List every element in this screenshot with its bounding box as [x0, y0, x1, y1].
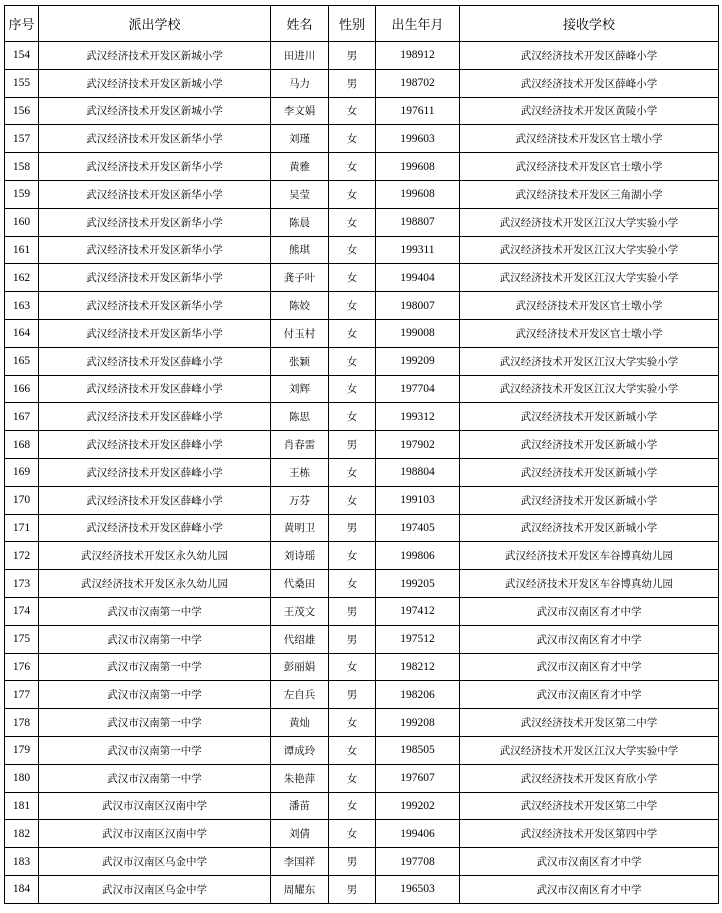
- cell-birth-month: 197611: [376, 97, 460, 125]
- cell-name: 周耀东: [271, 875, 329, 903]
- transfer-table: [4, 5, 719, 904]
- cell-sending-school: 武汉经济技术开发区永久幼儿园: [39, 570, 271, 598]
- cell-name: 马力: [271, 69, 329, 97]
- cell-birth-month: 198912: [376, 42, 460, 70]
- header-name: 姓名: [271, 6, 329, 42]
- header-row: [5, 6, 719, 42]
- cell-index: 160: [5, 208, 39, 236]
- cell-index: 162: [5, 264, 39, 292]
- cell-birth-month: 199208: [376, 709, 460, 737]
- cell-sending-school: 武汉市汉南区汉南中学: [39, 792, 271, 820]
- cell-sending-school: 武汉经济技术开发区新华小学: [39, 319, 271, 347]
- table-row: [5, 764, 719, 792]
- cell-sending-school: 武汉市汉南第一中学: [39, 653, 271, 681]
- table-row: [5, 292, 719, 320]
- cell-sending-school: 武汉经济技术开发区薛峰小学: [39, 347, 271, 375]
- table-row: [5, 319, 719, 347]
- cell-birth-month: 197405: [376, 514, 460, 542]
- header-sending-school: 派出学校: [39, 6, 271, 42]
- table-row: [5, 125, 719, 153]
- cell-gender: 女: [329, 792, 376, 820]
- cell-receiving-school: 武汉经济技术开发区江汉大学实验小学: [460, 375, 719, 403]
- header-receiving-school: 接收学校: [460, 6, 719, 42]
- cell-index: 159: [5, 180, 39, 208]
- cell-index: 168: [5, 431, 39, 459]
- cell-birth-month: 199008: [376, 319, 460, 347]
- cell-sending-school: 武汉经济技术开发区新华小学: [39, 153, 271, 181]
- cell-sending-school: 武汉市汉南第一中学: [39, 625, 271, 653]
- header-gender: 性别: [329, 6, 376, 42]
- cell-gender: 女: [329, 820, 376, 848]
- cell-name: 李国祥: [271, 848, 329, 876]
- cell-birth-month: 198702: [376, 69, 460, 97]
- table-row: [5, 431, 719, 459]
- cell-birth-month: 198804: [376, 458, 460, 486]
- cell-name: 代桑田: [271, 570, 329, 598]
- cell-index: 179: [5, 736, 39, 764]
- cell-gender: 女: [329, 180, 376, 208]
- cell-receiving-school: 武汉经济技术开发区新城小学: [460, 458, 719, 486]
- cell-index: 156: [5, 97, 39, 125]
- table-row: [5, 681, 719, 709]
- table-row: [5, 875, 719, 903]
- cell-receiving-school: 武汉经济技术开发区新城小学: [460, 486, 719, 514]
- cell-index: 174: [5, 597, 39, 625]
- cell-name: 龚子叶: [271, 264, 329, 292]
- cell-name: 田进川: [271, 42, 329, 70]
- table-row: [5, 97, 719, 125]
- cell-index: 163: [5, 292, 39, 320]
- cell-receiving-school: 武汉经济技术开发区江汉大学实验小学: [460, 208, 719, 236]
- cell-gender: 女: [329, 403, 376, 431]
- cell-index: 154: [5, 42, 39, 70]
- cell-sending-school: 武汉经济技术开发区新城小学: [39, 42, 271, 70]
- cell-gender: 男: [329, 514, 376, 542]
- cell-sending-school: 武汉市汉南第一中学: [39, 681, 271, 709]
- cell-index: 155: [5, 69, 39, 97]
- cell-sending-school: 武汉经济技术开发区薛峰小学: [39, 403, 271, 431]
- cell-receiving-school: 武汉市汉南区育才中学: [460, 653, 719, 681]
- cell-name: 谭成玲: [271, 736, 329, 764]
- cell-sending-school: 武汉经济技术开发区薛峰小学: [39, 431, 271, 459]
- table-row: [5, 792, 719, 820]
- cell-birth-month: 197704: [376, 375, 460, 403]
- table-row: [5, 208, 719, 236]
- cell-gender: 男: [329, 848, 376, 876]
- cell-name: 熊琪: [271, 236, 329, 264]
- cell-receiving-school: 武汉经济技术开发区育欣小学: [460, 764, 719, 792]
- cell-index: 182: [5, 820, 39, 848]
- table-row: [5, 570, 719, 598]
- cell-gender: 女: [329, 97, 376, 125]
- cell-index: 177: [5, 681, 39, 709]
- cell-gender: 男: [329, 69, 376, 97]
- cell-gender: 女: [329, 153, 376, 181]
- cell-sending-school: 武汉市汉南第一中学: [39, 709, 271, 737]
- cell-birth-month: 196503: [376, 875, 460, 903]
- cell-gender: 女: [329, 292, 376, 320]
- cell-receiving-school: 武汉经济技术开发区江汉大学实验小学: [460, 264, 719, 292]
- cell-index: 178: [5, 709, 39, 737]
- cell-birth-month: 199608: [376, 153, 460, 181]
- cell-index: 166: [5, 375, 39, 403]
- cell-name: 王栋: [271, 458, 329, 486]
- cell-receiving-school: 武汉经济技术开发区新城小学: [460, 514, 719, 542]
- cell-gender: 女: [329, 264, 376, 292]
- cell-gender: 男: [329, 42, 376, 70]
- cell-receiving-school: 武汉经济技术开发区江汉大学实验小学: [460, 347, 719, 375]
- cell-gender: 男: [329, 625, 376, 653]
- cell-sending-school: 武汉经济技术开发区新华小学: [39, 264, 271, 292]
- cell-sending-school: 武汉经济技术开发区新城小学: [39, 97, 271, 125]
- cell-birth-month: 199608: [376, 180, 460, 208]
- cell-receiving-school: 武汉市汉南区育才中学: [460, 875, 719, 903]
- cell-name: 朱艳萍: [271, 764, 329, 792]
- header-birth-month: 出生年月: [376, 6, 460, 42]
- cell-sending-school: 武汉市汉南区乌金中学: [39, 848, 271, 876]
- cell-sending-school: 武汉市汉南第一中学: [39, 736, 271, 764]
- cell-index: 175: [5, 625, 39, 653]
- table-row: [5, 69, 719, 97]
- cell-receiving-school: 武汉经济技术开发区第二中学: [460, 792, 719, 820]
- table-row: [5, 820, 719, 848]
- cell-name: 刘倩: [271, 820, 329, 848]
- cell-gender: 女: [329, 542, 376, 570]
- cell-name: 付玉村: [271, 319, 329, 347]
- cell-gender: 男: [329, 597, 376, 625]
- cell-sending-school: 武汉经济技术开发区永久幼儿园: [39, 542, 271, 570]
- cell-sending-school: 武汉市汉南第一中学: [39, 764, 271, 792]
- cell-birth-month: 199311: [376, 236, 460, 264]
- cell-receiving-school: 武汉经济技术开发区官士墩小学: [460, 292, 719, 320]
- table-row: [5, 458, 719, 486]
- cell-gender: 女: [329, 236, 376, 264]
- cell-index: 184: [5, 875, 39, 903]
- cell-receiving-school: 武汉经济技术开发区官士墩小学: [460, 125, 719, 153]
- cell-receiving-school: 武汉经济技术开发区新城小学: [460, 431, 719, 459]
- cell-receiving-school: 武汉经济技术开发区三角湖小学: [460, 180, 719, 208]
- cell-index: 157: [5, 125, 39, 153]
- table-row: [5, 514, 719, 542]
- cell-index: 158: [5, 153, 39, 181]
- cell-sending-school: 武汉市汉南第一中学: [39, 597, 271, 625]
- cell-receiving-school: 武汉市汉南区育才中学: [460, 625, 719, 653]
- cell-receiving-school: 武汉经济技术开发区薛峰小学: [460, 69, 719, 97]
- table-row: [5, 180, 719, 208]
- cell-index: 171: [5, 514, 39, 542]
- cell-index: 164: [5, 319, 39, 347]
- cell-index: 169: [5, 458, 39, 486]
- cell-receiving-school: 武汉经济技术开发区新城小学: [460, 403, 719, 431]
- cell-name: 陈晨: [271, 208, 329, 236]
- cell-birth-month: 198206: [376, 681, 460, 709]
- table-row: [5, 709, 719, 737]
- cell-birth-month: 197607: [376, 764, 460, 792]
- table-row: [5, 848, 719, 876]
- cell-gender: 女: [329, 375, 376, 403]
- cell-birth-month: 199603: [376, 125, 460, 153]
- cell-birth-month: 199205: [376, 570, 460, 598]
- cell-name: 黄灿: [271, 709, 329, 737]
- cell-gender: 女: [329, 764, 376, 792]
- cell-birth-month: 198212: [376, 653, 460, 681]
- cell-index: 170: [5, 486, 39, 514]
- cell-birth-month: 197708: [376, 848, 460, 876]
- cell-sending-school: 武汉经济技术开发区新城小学: [39, 69, 271, 97]
- cell-index: 176: [5, 653, 39, 681]
- cell-birth-month: 198505: [376, 736, 460, 764]
- cell-receiving-school: 武汉市汉南区育才中学: [460, 848, 719, 876]
- cell-name: 吴莹: [271, 180, 329, 208]
- cell-sending-school: 武汉经济技术开发区薛峰小学: [39, 486, 271, 514]
- cell-birth-month: 199103: [376, 486, 460, 514]
- cell-index: 180: [5, 764, 39, 792]
- cell-birth-month: 198007: [376, 292, 460, 320]
- cell-receiving-school: 武汉经济技术开发区车谷博真幼儿园: [460, 542, 719, 570]
- cell-name: 黄雅: [271, 153, 329, 181]
- table-row: [5, 153, 719, 181]
- cell-index: 173: [5, 570, 39, 598]
- cell-receiving-school: 武汉经济技术开发区第二中学: [460, 709, 719, 737]
- cell-name: 陈思: [271, 403, 329, 431]
- cell-birth-month: 199806: [376, 542, 460, 570]
- table-row: [5, 486, 719, 514]
- cell-birth-month: 197902: [376, 431, 460, 459]
- cell-name: 刘诗瑶: [271, 542, 329, 570]
- cell-name: 陈姣: [271, 292, 329, 320]
- cell-receiving-school: 武汉经济技术开发区黄陵小学: [460, 97, 719, 125]
- cell-index: 181: [5, 792, 39, 820]
- cell-receiving-school: 武汉经济技术开发区官士墩小学: [460, 319, 719, 347]
- cell-sending-school: 武汉经济技术开发区新华小学: [39, 180, 271, 208]
- cell-name: 代绍雄: [271, 625, 329, 653]
- cell-gender: 女: [329, 208, 376, 236]
- cell-gender: 女: [329, 736, 376, 764]
- cell-birth-month: 197412: [376, 597, 460, 625]
- cell-name: 潘苗: [271, 792, 329, 820]
- cell-sending-school: 武汉市汉南区汉南中学: [39, 820, 271, 848]
- cell-name: 肖春雷: [271, 431, 329, 459]
- cell-gender: 女: [329, 709, 376, 737]
- cell-birth-month: 199404: [376, 264, 460, 292]
- cell-name: 李文娟: [271, 97, 329, 125]
- table-row: [5, 736, 719, 764]
- cell-receiving-school: 武汉市汉南区育才中学: [460, 597, 719, 625]
- cell-receiving-school: 武汉市汉南区育才中学: [460, 681, 719, 709]
- cell-sending-school: 武汉经济技术开发区薛峰小学: [39, 458, 271, 486]
- table-row: [5, 375, 719, 403]
- cell-name: 刘瑾: [271, 125, 329, 153]
- cell-index: 161: [5, 236, 39, 264]
- table-row: [5, 236, 719, 264]
- cell-name: 刘辉: [271, 375, 329, 403]
- cell-gender: 女: [329, 486, 376, 514]
- cell-gender: 女: [329, 125, 376, 153]
- table-row: [5, 264, 719, 292]
- cell-receiving-school: 武汉经济技术开发区江汉大学实验小学: [460, 236, 719, 264]
- cell-gender: 女: [329, 653, 376, 681]
- cell-sending-school: 武汉经济技术开发区新华小学: [39, 292, 271, 320]
- cell-gender: 女: [329, 458, 376, 486]
- cell-sending-school: 武汉经济技术开发区新华小学: [39, 236, 271, 264]
- table-row: [5, 347, 719, 375]
- cell-name: 黄明卫: [271, 514, 329, 542]
- cell-index: 167: [5, 403, 39, 431]
- table-row: [5, 542, 719, 570]
- cell-gender: 男: [329, 681, 376, 709]
- cell-index: 165: [5, 347, 39, 375]
- table-row: [5, 625, 719, 653]
- cell-receiving-school: 武汉经济技术开发区薛峰小学: [460, 42, 719, 70]
- cell-sending-school: 武汉经济技术开发区新华小学: [39, 125, 271, 153]
- header-index: 序号: [5, 6, 39, 42]
- cell-name: 万芬: [271, 486, 329, 514]
- table-row: [5, 653, 719, 681]
- cell-gender: 女: [329, 570, 376, 598]
- cell-gender: 女: [329, 347, 376, 375]
- cell-birth-month: 198807: [376, 208, 460, 236]
- cell-sending-school: 武汉经济技术开发区薛峰小学: [39, 514, 271, 542]
- cell-name: 彭丽娟: [271, 653, 329, 681]
- cell-receiving-school: 武汉经济技术开发区第四中学: [460, 820, 719, 848]
- cell-birth-month: 199209: [376, 347, 460, 375]
- table-row: [5, 42, 719, 70]
- table-row: [5, 403, 719, 431]
- cell-gender: 男: [329, 875, 376, 903]
- cell-name: 张颖: [271, 347, 329, 375]
- cell-receiving-school: 武汉经济技术开发区官士墩小学: [460, 153, 719, 181]
- cell-birth-month: 199312: [376, 403, 460, 431]
- cell-sending-school: 武汉经济技术开发区薛峰小学: [39, 375, 271, 403]
- cell-sending-school: 武汉市汉南区乌金中学: [39, 875, 271, 903]
- cell-birth-month: 199202: [376, 792, 460, 820]
- cell-receiving-school: 武汉经济技术开发区车谷博真幼儿园: [460, 570, 719, 598]
- cell-gender: 女: [329, 319, 376, 347]
- cell-birth-month: 199406: [376, 820, 460, 848]
- cell-sending-school: 武汉经济技术开发区新华小学: [39, 208, 271, 236]
- cell-index: 172: [5, 542, 39, 570]
- cell-birth-month: 197512: [376, 625, 460, 653]
- cell-receiving-school: 武汉经济技术开发区江汉大学实验中学: [460, 736, 719, 764]
- cell-name: 左自兵: [271, 681, 329, 709]
- cell-index: 183: [5, 848, 39, 876]
- table-row: [5, 597, 719, 625]
- cell-name: 王茂文: [271, 597, 329, 625]
- cell-gender: 男: [329, 431, 376, 459]
